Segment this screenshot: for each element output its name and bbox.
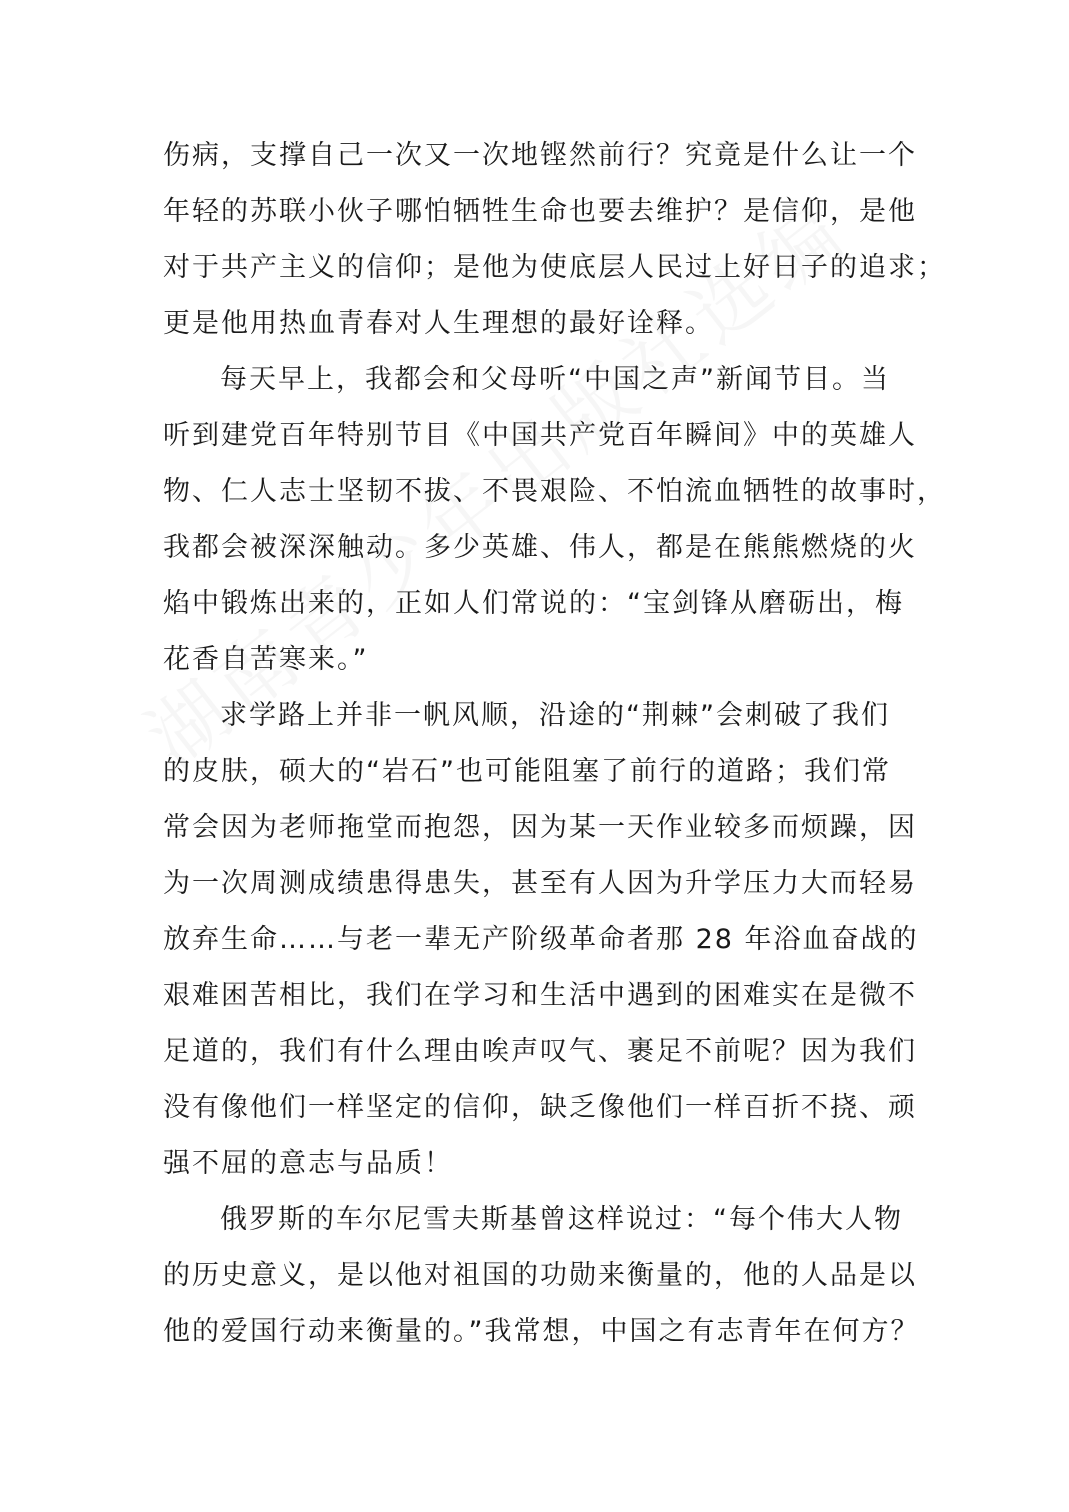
text-line: 俄罗斯的车尔尼雪夫斯基曾这样说过：“每个伟大人物 xyxy=(220,1204,903,1235)
text-line: 伤病，支撑自己一次又一次地铿然前行？究竟是什么让一个 xyxy=(163,140,917,171)
text-line: 我都会被深深触动。多少英雄、伟人，都是在熊熊燃烧的火 xyxy=(163,532,917,563)
text-line: 每天早上，我都会和父母听“中国之声”新闻节目。当 xyxy=(220,364,890,395)
paragraph xyxy=(163,352,946,688)
text-line: 常会因为老师拖堂而抱怨，因为某一天作业较多而烦躁，因 xyxy=(163,812,917,843)
document-body xyxy=(163,128,946,1360)
text-line: 没有像他们一样坚定的信仰，缺乏像他们一样百折不挠、顽 xyxy=(163,1092,917,1123)
paragraph xyxy=(163,1192,923,1360)
text-line: 物、仁人志士坚韧不拔、不畏艰险、不怕流血牺牲的故事时， xyxy=(163,476,946,507)
text-line: 年轻的苏联小伙子哪怕牺牲生命也要去维护？是信仰，是他 xyxy=(163,196,917,227)
text-line: 听到建党百年特别节目《中国共产党百年瞬间》中的英雄人 xyxy=(163,420,917,451)
text-line: 足道的，我们有什么理由唉声叹气、裹足不前呢？因为我们 xyxy=(163,1036,917,1067)
text-line: 焰中锻炼出来的，正如人们常说的：“宝剑锋从磨砺出，梅 xyxy=(163,588,904,619)
text-line: 的皮肤，硕大的“岩石”也可能阻塞了前行的道路；我们常 xyxy=(163,756,891,787)
text-line: 对于共产主义的信仰；是他为使底层人民过上好日子的追求； xyxy=(163,252,946,283)
text-line: 为一次周测成绩患得患失，甚至有人因为升学压力大而轻易 xyxy=(163,868,917,899)
text-line: 花香自苦寒来。” xyxy=(163,644,369,675)
text-line: 放弃生命……与老一辈无产阶级革命者那 28 年浴血奋战的 xyxy=(163,924,919,955)
text-line: 求学路上并非一帆风顺，沿途的“荆棘”会刺破了我们 xyxy=(220,700,890,731)
text-line: 艰难困苦相比，我们在学习和生活中遇到的困难实在是微不 xyxy=(163,980,917,1011)
paragraph xyxy=(163,128,946,352)
paragraph xyxy=(163,688,923,1192)
text-line: 的历史意义，是以他对祖国的功勋来衡量的，他的人品是以 xyxy=(163,1260,917,1291)
text-line: 更是他用热血青春对人生理想的最好诠释。 xyxy=(163,308,714,339)
text-line: 他的爱国行动来衡量的。”我常想，中国之有志青年在何方？ xyxy=(163,1316,920,1347)
text-line: 强不屈的意志与品质！ xyxy=(163,1148,453,1179)
